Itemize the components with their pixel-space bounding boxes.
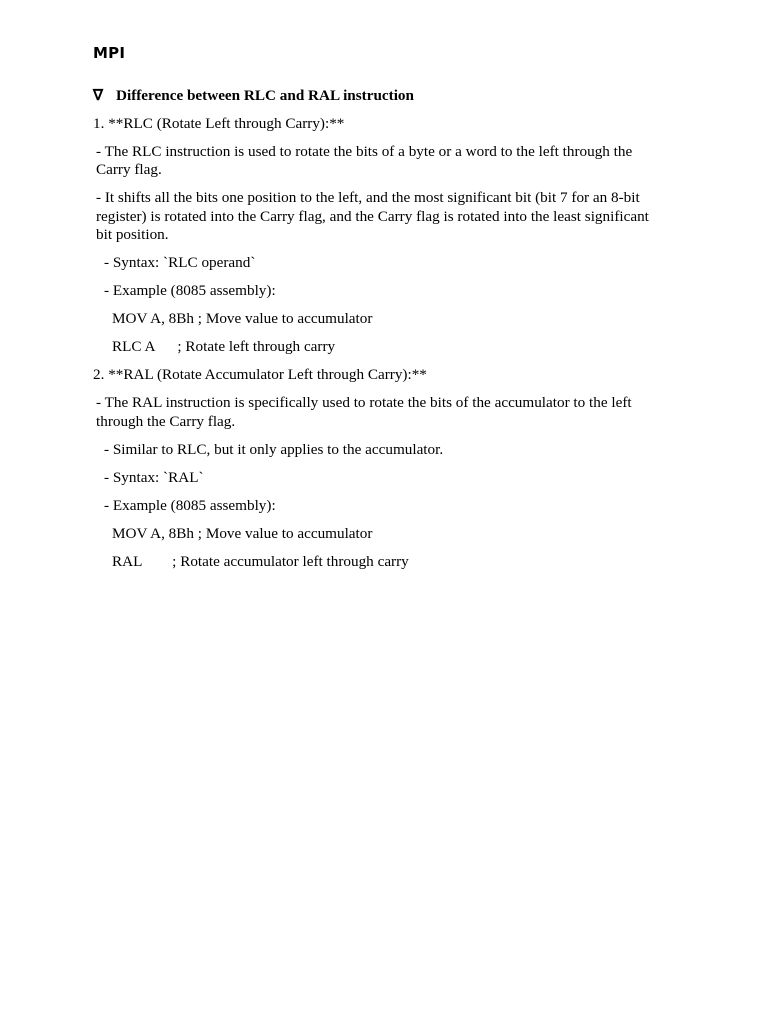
rlc-example-label: - Example (8085 assembly): [104, 282, 276, 300]
rlc-title: 1. **RLC (Rotate Left through Carry):** [93, 115, 345, 132]
ral-title: 2. **RAL (Rotate Accumulator Left through Carry):** [93, 366, 427, 384]
ral-syntax: - Syntax: `RAL` [104, 468, 204, 486]
rlc-description-1: - The RLC instruction is used to rotate the bits of a byte or a word to the left through the Carry flag. [96, 143, 633, 179]
nabla-bullet-icon: ∇ [93, 87, 104, 104]
rlc-syntax: - Syntax: `RLC operand` [104, 254, 256, 272]
ral-description-2: - Similar to RLC, but it only applies to the accumulator. [104, 440, 444, 458]
ral-description-1: - The RAL instruction is specifically used to rotate the bits of the accumulator to the left through the Carry flag. [96, 394, 632, 430]
document-body [93, 87, 663, 581]
page-header: MPI [93, 44, 126, 62]
section-title: Difference between RLC and RAL instruction [116, 87, 414, 104]
ral-example-label: - Example (8085 assembly): [104, 496, 276, 514]
section-heading [93, 87, 663, 105]
rlc-code-line-1: MOV A, 8Bh ; Move value to accumulator [112, 310, 373, 328]
rlc-description-2: - It shifts all the bits one position to the left, and the most significant bit (bit 7 for an 8-bit register) is rotated into the Carry flag, and the Carry flag is rotated into the least significant bit position. [96, 189, 649, 244]
ral-code-line-2: RAL ; Rotate accumulator left through carry [112, 552, 409, 570]
rlc-code-line-2: RLC A ; Rotate left through carry [112, 338, 336, 356]
ral-code-line-1: MOV A, 8Bh ; Move value to accumulator [112, 524, 373, 542]
